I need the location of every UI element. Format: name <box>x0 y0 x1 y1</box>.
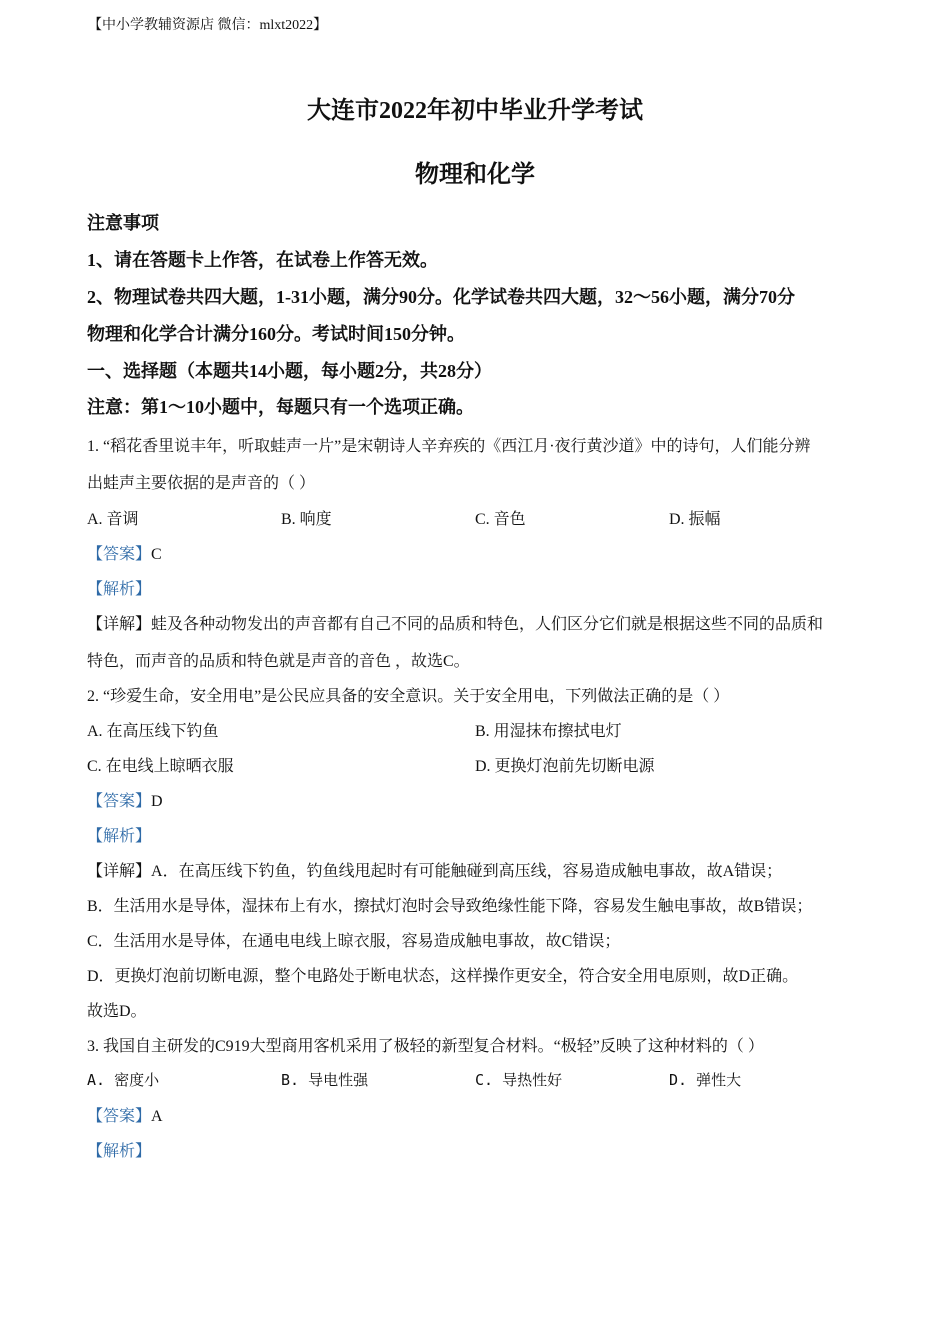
q1-analysis-label: 【解析】 <box>87 581 152 598</box>
q2-option-a: A. 在高压线下钓鱼 <box>87 723 219 740</box>
q2-analysis-label: 【解析】 <box>87 828 152 845</box>
exam-subject: 物理和化学 <box>415 162 535 188</box>
q1-option-b: B. 响度 <box>281 511 332 528</box>
answer-value: C <box>151 546 162 563</box>
q3-answer <box>87 1103 867 1126</box>
q2-option-c: C. 在电线上晾晒衣服 <box>87 758 234 775</box>
exam-title: 大连市2022年初中毕业升学考试 <box>307 98 643 124</box>
answer-label: 【答案】 <box>87 546 152 563</box>
notice-heading: 注意事项 <box>87 213 159 233</box>
q2-detail-line-1 <box>87 858 867 881</box>
q2-answer <box>87 788 867 811</box>
q2-detail-line-3: C．生活用水是导体，在通电电线上晾衣服，容易造成触电事故，故C错误； <box>87 933 621 950</box>
detail-text: A．在高压线下钓鱼，钓鱼线甩起时有可能触碰到高压线，容易造成触电事故，故A错误； <box>151 863 783 880</box>
q2-option-d: D. 更换灯泡前先切断电源 <box>475 758 655 775</box>
q1-option-d: D. 振幅 <box>669 511 721 528</box>
answer-label: 【答案】 <box>87 793 152 810</box>
notice-item-2-line-1: 2、物理试卷共四大题，1-31小题，满分90分。化学试卷共四大题，32～56小题，满分70分 <box>87 287 795 307</box>
q3-option-a: A. 密度小 <box>87 1071 160 1089</box>
notice-item-2-line-2: 物理和化学合计满分160分。考试时间150分钟。 <box>87 324 465 344</box>
header-note: 【中小学教辅资源店 微信：mlxt2022】 <box>88 18 328 33</box>
notice-item-1: 1、请在答题卡上作答，在试卷上作答无效。 <box>87 250 438 270</box>
q3-analysis-label: 【解析】 <box>87 1143 152 1160</box>
q2-detail-line-4: D．更换灯泡前切断电源，整个电路处于断电状态，这样操作更安全，符合安全用电原则，故D正确。 <box>87 968 799 985</box>
section-note: 注意：第1～10小题中，每题只有一个选项正确。 <box>87 397 474 417</box>
q3-option-d: D. 弹性大 <box>669 1071 742 1089</box>
q1-answer <box>87 541 867 564</box>
detail-text: 蛙及各种动物发出的声音都有自己不同的品质和特色，人们区分它们就是根据这些不同的品质和 <box>151 616 824 633</box>
q1-detail-line-2: 特色，而声音的品质和特色就是声音的音色 ，故选C。 <box>87 653 470 670</box>
answer-value: D <box>151 793 163 810</box>
q1-option-c: C. 音色 <box>475 511 526 528</box>
q1-detail-line-1 <box>87 611 867 634</box>
q2-detail-line-5: 故选D。 <box>87 1003 147 1020</box>
q2-option-b: B. 用湿抹布擦拭电灯 <box>475 723 622 740</box>
q2-detail-line-2: B．生活用水是导体，湿抹布上有水，擦拭灯泡时会导致绝缘性能下降，容易发生触电事故，故B错误； <box>87 898 813 915</box>
answer-label: 【答案】 <box>87 1108 152 1125</box>
q1-option-a: A. 音调 <box>87 511 139 528</box>
q1-stem-line-1: 1. “稻花香里说丰年，听取蛙声一片”是宋朝诗人辛弃疾的《西江月·夜行黄沙道》中的诗句，人们能分辨 <box>87 438 811 455</box>
detail-label: 【详解】 <box>87 863 152 880</box>
q1-stem-line-2: 出蛙声主要依据的是声音的（ ） <box>87 475 316 492</box>
q3-stem: 3. 我国自主研发的C919大型商用客机采用了极轻的新型复合材料。“极轻”反映了这种材料的（ ） <box>87 1038 764 1055</box>
answer-value: A <box>151 1108 163 1125</box>
q2-stem: 2. “珍爱生命，安全用电”是公民应具备的安全意识。关于安全用电，下列做法正确的是（ ） <box>87 688 730 705</box>
section-heading: 一、选择题（本题共14小题，每小题2分，共28分） <box>87 361 492 381</box>
q3-option-b: B. 导电性强 <box>281 1071 369 1089</box>
q3-option-c: C. 导热性好 <box>475 1071 563 1089</box>
detail-label: 【详解】 <box>87 616 152 633</box>
